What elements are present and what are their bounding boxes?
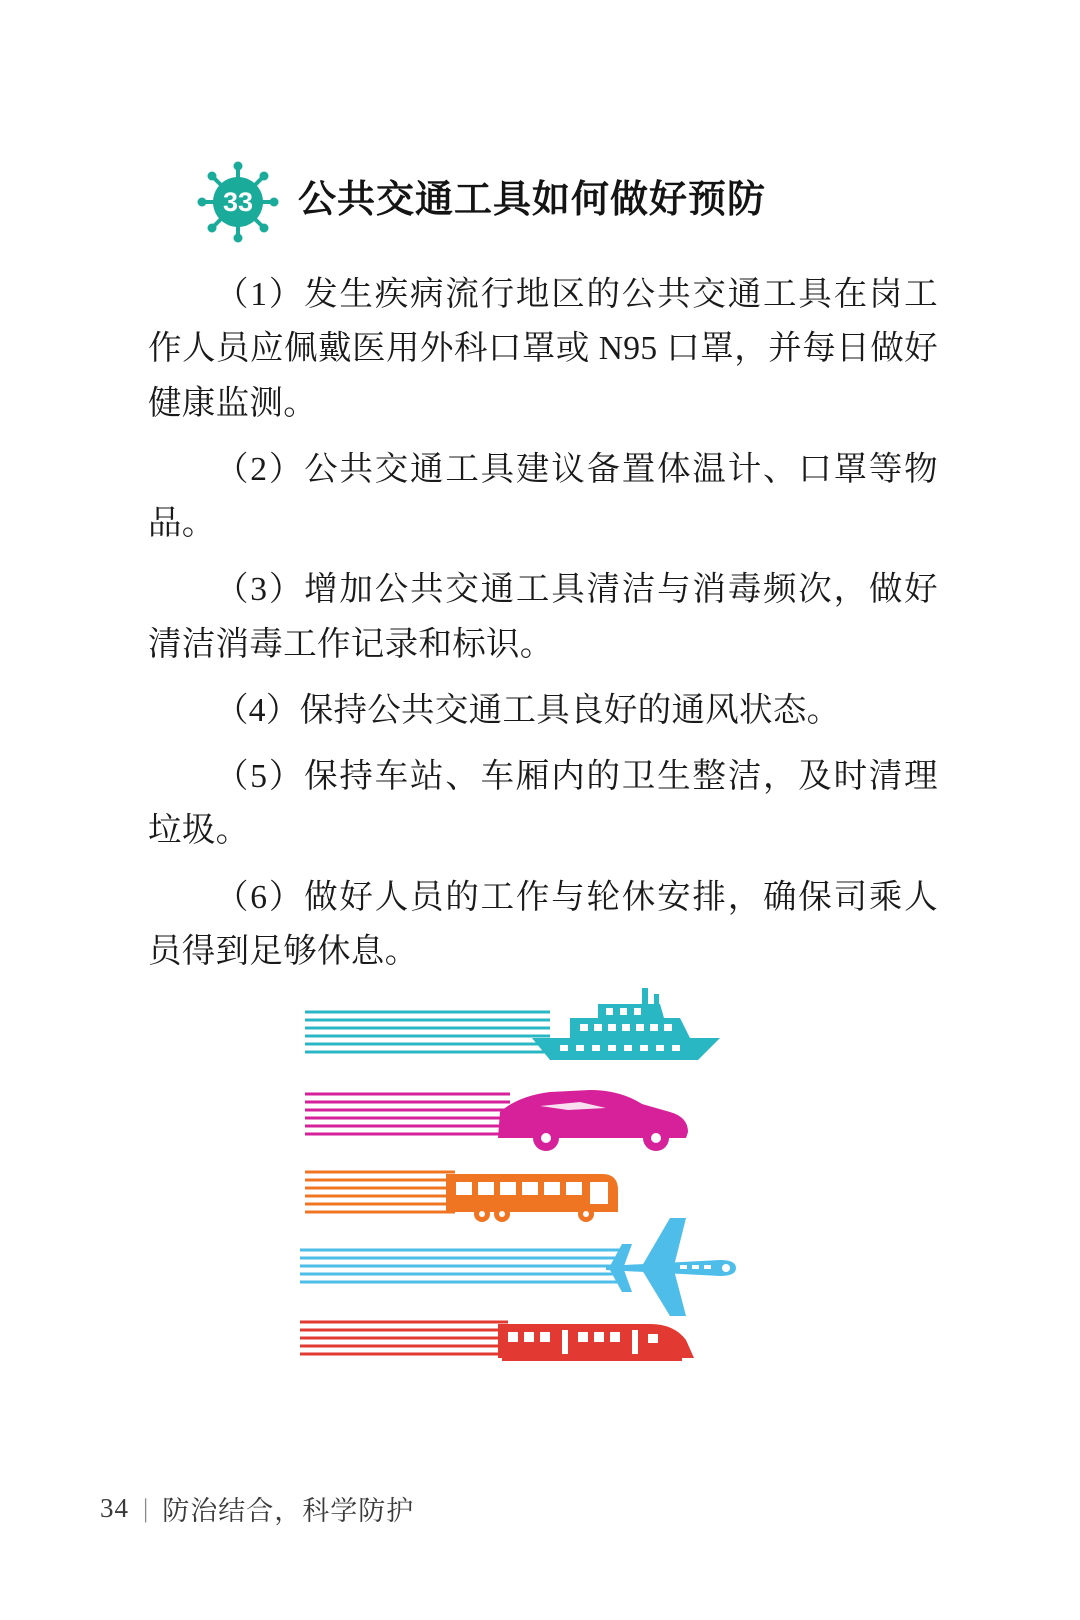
paragraph-3: （3）增加公共交通工具清洁与消毒频次，做好清洁消毒工作记录和标识。 <box>148 571 938 663</box>
paragraph-5: （5）保持车站、车厢内的卫生整洁，及时清理垃圾。 <box>148 758 938 850</box>
section-heading <box>196 160 766 244</box>
page-title: 公共交通工具如何做好预防 <box>298 179 767 221</box>
bus-icon <box>305 1172 618 1222</box>
page-footer <box>100 1489 414 1528</box>
footer-separator: | <box>143 1493 149 1523</box>
train-icon <box>300 1322 694 1361</box>
ship-icon <box>305 988 720 1060</box>
airplane-icon <box>300 1218 736 1316</box>
car-icon <box>305 1090 688 1151</box>
footer-section-title: 防治结合，科学防护 <box>162 1496 415 1526</box>
paragraph-6: （6）做好人员的工作与轮休安排，确保司乘人员得到足够休息。 <box>148 878 938 970</box>
virus-icon <box>196 160 280 244</box>
paragraph-4: （4）保持公共交通工具良好的通风状态。 <box>215 691 841 729</box>
body-content <box>148 268 938 991</box>
page-number: 34 <box>100 1493 129 1523</box>
section-number: 33 <box>222 187 254 217</box>
transport-illustration <box>250 960 810 1380</box>
paragraph-1: （1）发生疾病流行地区的公共交通工具在岗工作人员应佩戴医用外科口罩或 N95 口罩，并每日做好健康监测。 <box>148 276 938 422</box>
paragraph-2: （2）公共交通工具建议备置体温计、口罩等物品。 <box>148 450 938 543</box>
